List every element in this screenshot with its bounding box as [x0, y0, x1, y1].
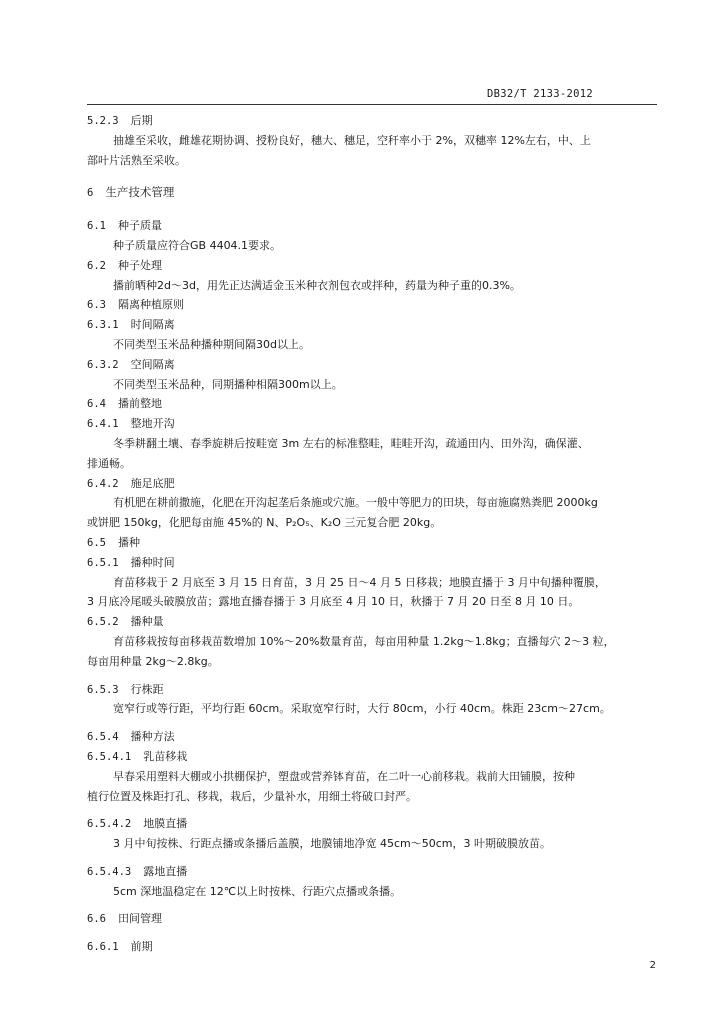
section-title: 露地直播 — [143, 864, 188, 878]
section-number: 6.5.2 — [87, 616, 119, 629]
paragraph-line: 不同类型玉米品种，同期播种相隔300m以上。 — [113, 377, 343, 391]
section-number: 6 — [87, 187, 94, 200]
section-title: 行株距 — [130, 682, 164, 696]
paragraph-line: 3 月底冷尾暖头破膜放苗；露地直播春播于 3 月底至 4 月 10 日，秋播于 7 月 20 日至 8 月 10 日。 — [87, 595, 580, 609]
paragraph-line: 5cm 深地温稳定在 12℃以上时按株、行距穴点播或条播。 — [113, 884, 402, 898]
spacer — [87, 806, 657, 814]
section-number: 6.3 — [87, 299, 106, 312]
section-number: 6.4.1 — [87, 418, 119, 431]
section-title: 前期 — [130, 940, 153, 954]
section-heading — [87, 111, 657, 131]
section-title: 乳苗移栽 — [143, 749, 188, 763]
section-heading — [87, 909, 657, 929]
section-number: 6.4 — [87, 398, 106, 411]
section-heading — [87, 612, 657, 632]
section-heading — [87, 862, 657, 882]
section-number: 6.5.4.1 — [87, 750, 132, 763]
section-heading — [87, 474, 657, 494]
spacer — [87, 203, 657, 216]
section-heading — [87, 414, 657, 434]
section-number: 6.5.4.2 — [87, 818, 132, 831]
section-number: 6.5 — [87, 536, 106, 549]
paragraph-line: 宽窄行或等行距，平均行距 60cm。采取宽窄行时，大行 80cm，小行 40cm。株距 23cm～27cm。 — [113, 702, 611, 716]
section-title: 种子处理 — [117, 258, 162, 272]
header-rule — [87, 104, 657, 105]
section-title: 时间隔离 — [130, 318, 175, 332]
spacer — [87, 929, 657, 937]
section-heading — [87, 814, 657, 834]
section-title: 播前整地 — [117, 397, 162, 411]
section-number: 6.6.1 — [87, 941, 119, 954]
paragraph-line: 抽雄至采收，雌雄花期协调、授粉良好，穗大、穗足，空秆率小于 2%，双穗率 12%左右，中、上 — [113, 133, 591, 147]
section-number: 6.2 — [87, 259, 106, 272]
section-number: 6.1 — [87, 220, 106, 233]
paragraph-line: 植行位置及株距打孔、移栽，栽后，少量补水，用细土将破口封严。 — [87, 789, 417, 803]
paragraph-line: 种子质量应符合GB 4404.1要求。 — [113, 238, 282, 252]
section-heading — [87, 394, 657, 414]
section-title: 后期 — [130, 114, 153, 127]
paragraph-line: 每亩用种量 2kg～2.8kg。 — [87, 654, 219, 668]
paragraph-line: 有机肥在耕前撒施，化肥在开沟起垄后条施或穴施。一般中等肥力的田块，每亩施腐熟粪肥 2000kg — [113, 496, 598, 510]
section-title: 播种 — [117, 535, 140, 549]
section-number: 6.5.3 — [87, 683, 119, 696]
spacer — [87, 854, 657, 862]
section-heading — [87, 533, 657, 553]
section-title: 种子质量 — [117, 219, 162, 233]
paragraph-line: 冬季耕翻土壤、春季旋耕后按畦宽 3m 左右的标准整畦，畦畦开沟，疏通田内、田外沟，确保灌、 — [113, 436, 589, 450]
spacer — [87, 901, 657, 909]
paragraph-line: 或饼肥 150kg，化肥每亩施 45%的 N、P₂O₅、K₂O 三元复合肥 20kg。 — [87, 516, 442, 530]
section-heading — [87, 937, 657, 957]
document-id: DB32/T 2133-2012 — [487, 88, 593, 100]
chapter-heading — [87, 183, 657, 203]
section-number: 6.4.2 — [87, 477, 119, 490]
section-number: 6.5.1 — [87, 556, 119, 569]
section-number: 6.3.2 — [87, 358, 119, 371]
section-heading — [87, 295, 657, 315]
section-title: 施足底肥 — [130, 476, 175, 490]
section-title: 播种方法 — [130, 730, 175, 744]
page-content — [87, 111, 657, 957]
paragraph-line: 不同类型玉米品种播种期间隔30d以上。 — [113, 337, 310, 351]
paragraph-line: 部叶片活熟至采收。 — [87, 153, 186, 167]
spacer — [87, 672, 657, 680]
section-heading — [87, 747, 657, 767]
section-number: 6.5.4 — [87, 731, 119, 744]
section-title: 地膜直播 — [143, 817, 188, 831]
section-title: 生产技术管理 — [105, 185, 175, 200]
section-title: 整地开沟 — [130, 417, 175, 431]
section-title: 播种量 — [130, 615, 164, 629]
section-title: 播种时间 — [130, 555, 175, 569]
section-title: 空间隔离 — [130, 357, 175, 371]
section-title: 田间管理 — [117, 912, 162, 926]
spacer — [87, 719, 657, 727]
section-heading — [87, 315, 657, 335]
paragraph-line: 3 月中旬按株、行距点播或条播后盖膜，地膜铺地净宽 45cm～50cm，3 叶期破膜放苗。 — [113, 837, 552, 851]
paragraph-line: 育苗移栽于 2 月底至 3 月 15 日育苗，3 月 25 日～4 月 5 日移栽；地膜直播于 3 月中旬播种覆膜， — [113, 575, 606, 589]
section-heading — [87, 216, 657, 236]
section-heading — [87, 727, 657, 747]
section-heading — [87, 680, 657, 700]
section-heading — [87, 355, 657, 375]
section-heading — [87, 553, 657, 573]
paragraph-line: 育苗移栽按每亩移栽苗数增加 10%～20%数量育苗，每亩用种量 1.2kg～1.8kg；直播每穴 2～3 粒， — [113, 634, 615, 648]
paragraph-line: 排通畅。 — [87, 456, 131, 470]
page-number: 2 — [649, 960, 656, 971]
paragraph-line: 播前晒种2d～3d，用先正达满适金玉米种衣剂包衣或拌种，药量为种子重的0.3%。 — [113, 278, 521, 292]
section-number: 6.5.4.3 — [87, 865, 132, 878]
section-number: 6.6 — [87, 913, 106, 926]
paragraph-line: 早春采用塑料大棚或小拱棚保护，塑盘或营养钵育苗，在二叶一心前移栽。栽前大田铺膜，按种 — [113, 769, 575, 783]
section-title: 隔离种植原则 — [117, 298, 184, 312]
section-number: 6.3.1 — [87, 319, 119, 332]
spacer — [87, 170, 657, 183]
section-number: 5.2.3 — [87, 115, 119, 127]
section-heading — [87, 256, 657, 276]
